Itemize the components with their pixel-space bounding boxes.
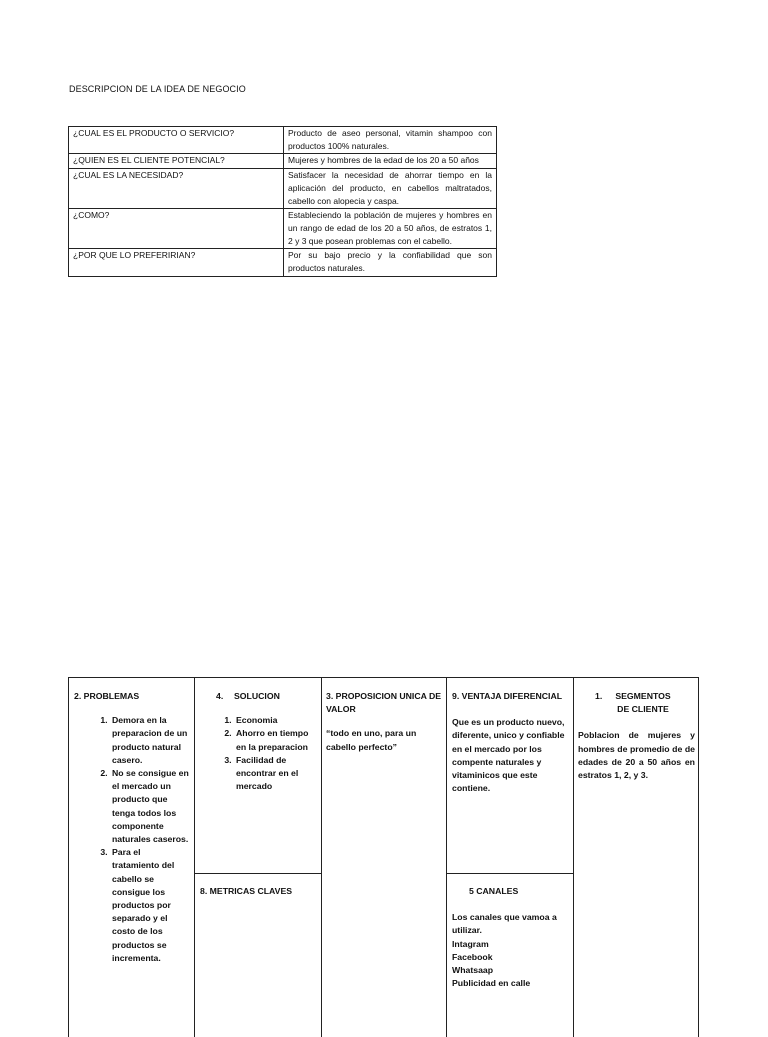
canvas-divider <box>321 677 322 1037</box>
metricas-cell <box>200 885 318 898</box>
list-item: 2. Ahorro en tiempo en la preparacion <box>234 727 320 753</box>
ventaja-title: 9. VENTAJA DIFERENCIAL <box>452 691 563 701</box>
list-item: 3. Facilidad de encontrar en el mercado <box>234 754 320 794</box>
segmentos-text: Poblacion de mujeres y hombres de promedio de de edades de 20 a 50 años en estratos 1, 2, y 3. <box>578 730 695 781</box>
ventaja-cell <box>452 690 570 795</box>
canvas-divider <box>446 873 574 874</box>
question-cell: ¿COMO? <box>69 209 284 249</box>
list-item: 1. Economia <box>234 714 320 727</box>
propuesta-text: “todo en uno, para un cabello perfecto” <box>326 728 417 752</box>
business-idea-table <box>68 126 497 277</box>
question-cell: ¿CUAL ES LA NECESIDAD? <box>69 169 284 209</box>
ventaja-text: Que es un producto nuevo, diferente, unico y confiable en el mercado por los compente naturales y vitaminicos que este contiene. <box>452 717 565 794</box>
answer-cell: Por su bajo precio y la confiabilidad que son productos naturales. <box>284 249 497 276</box>
document-title: DESCRIPCION DE LA IDEA DE NEGOCIO <box>69 84 246 94</box>
table-row <box>69 154 497 169</box>
list-item: 2. No se consigue en el mercado un producto que tenga todos los componente naturales caseros. <box>110 767 190 846</box>
table-row <box>69 249 497 276</box>
metricas-title: 8. METRICAS CLAVES <box>200 886 293 896</box>
segmentos-cell <box>578 690 695 782</box>
lean-canvas <box>68 677 698 1037</box>
canvas-border-top <box>68 677 699 678</box>
list-item: 1. Demora en la preparacion de un producto natural casero. <box>110 714 190 767</box>
question-cell: ¿POR QUE LO PREFERIRIAN? <box>69 249 284 276</box>
canvas-divider <box>446 677 447 1037</box>
answer-cell: Satisfacer la necesidad de ahorrar tiempo en la aplicación del producto, en cabellos maltratados, cabello con alopecia y caspa. <box>284 169 497 209</box>
list-item: Intagram <box>452 938 489 949</box>
answer-cell: Mujeres y hombres de la edad de los 20 a 50 años <box>284 154 497 169</box>
canvas-divider <box>194 677 195 1037</box>
canvas-divider <box>194 873 322 874</box>
propuesta-cell <box>326 690 442 754</box>
list-item: Facebook <box>452 951 493 962</box>
table-row <box>69 169 497 209</box>
segmentos-title <box>578 690 695 716</box>
segmentos-label: SEGMENTOS DE CLIENTE <box>615 691 671 715</box>
question-cell: ¿QUIEN ES EL CLIENTE POTENCIAL? <box>69 154 284 169</box>
canales-intro: Los canales que vamoa a utilizar. <box>452 912 557 936</box>
canvas-divider <box>573 677 574 1037</box>
answer-cell: Producto de aseo personal, vitamin shampoo con productos 100% naturales. <box>284 127 497 154</box>
list-item: 3. Para el tratamiento del cabello se consigue los productos por separado y el costo de los productos se incrementa. <box>110 846 190 965</box>
table-row <box>69 209 497 249</box>
canales-cell <box>452 885 570 990</box>
problemas-cell <box>74 690 190 965</box>
problemas-title: 2. PROBLEMAS <box>74 691 140 701</box>
solucion-cell <box>200 690 320 793</box>
canvas-border-right <box>698 677 699 1037</box>
canvas-border-left <box>68 677 69 1037</box>
segmentos-number: 1. <box>595 691 603 701</box>
list-item: Whatsaap <box>452 965 494 976</box>
answer-cell: Estableciendo la población de mujeres y hombres en un rango de edad de los 20 a 50 años, de estratos 1, 2 y 3 que posean problemas con el cabello. <box>284 209 497 249</box>
canales-title: 5 CANALES <box>469 886 519 896</box>
question-cell: ¿CUAL ES EL PRODUCTO O SERVICIO? <box>69 127 284 154</box>
table-row <box>69 127 497 154</box>
solucion-title <box>200 690 320 703</box>
list-item: Publicidad en calle <box>452 978 531 989</box>
solucion-number: 4. <box>216 691 224 701</box>
solucion-label: SOLUCION <box>234 691 280 701</box>
propuesta-title: 3. PROPOSICION UNICA DE VALOR <box>326 691 442 715</box>
